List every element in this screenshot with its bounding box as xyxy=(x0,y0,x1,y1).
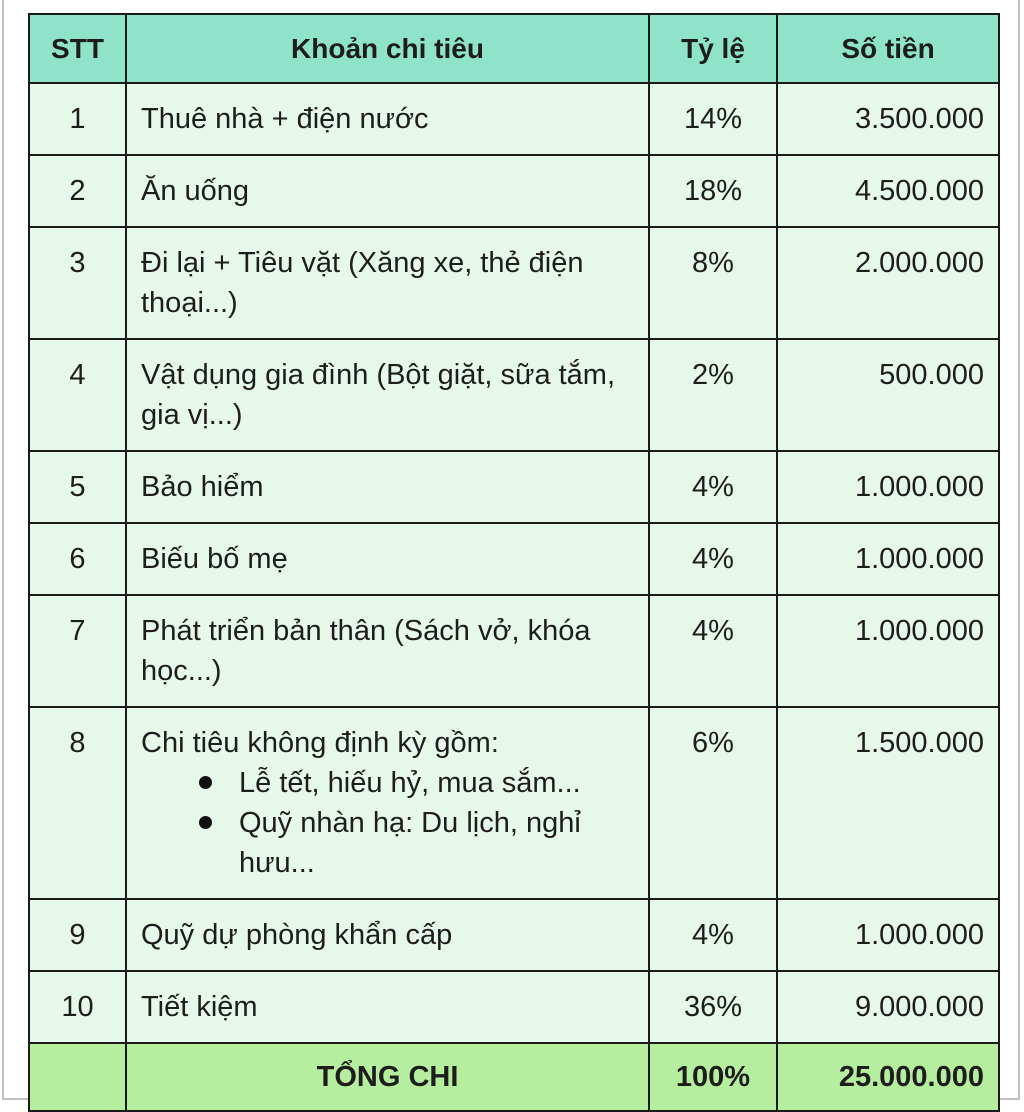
row-amount: 4.500.000 xyxy=(777,155,999,227)
row-stt: 5 xyxy=(29,451,126,523)
row-item-label: Chi tiêu không định kỳ gồm: xyxy=(141,727,499,759)
row-item xyxy=(126,451,649,523)
row-item xyxy=(126,83,649,155)
bullet-icon xyxy=(199,776,212,789)
row-pct: 6% xyxy=(649,707,777,899)
row-amount: 3.500.000 xyxy=(777,83,999,155)
row-item-label: Bảo hiểm xyxy=(141,471,264,503)
row-pct: 36% xyxy=(649,971,777,1043)
row-item-label: Biếu bố mẹ xyxy=(141,543,288,575)
row-item-label: Tiết kiệm xyxy=(141,991,258,1023)
table-row xyxy=(29,83,999,155)
table-row xyxy=(29,155,999,227)
header-amount: Số tiền xyxy=(777,14,999,83)
row-stt: 7 xyxy=(29,595,126,707)
row-stt: 3 xyxy=(29,227,126,339)
total-stt-cell xyxy=(29,1043,126,1111)
row-pct: 8% xyxy=(649,227,777,339)
row-pct: 18% xyxy=(649,155,777,227)
bullet-icon xyxy=(199,816,212,829)
row-item xyxy=(126,523,649,595)
table-row xyxy=(29,971,999,1043)
row-amount: 1.000.000 xyxy=(777,451,999,523)
table-row xyxy=(29,899,999,971)
budget-table xyxy=(28,13,1000,1112)
row-amount: 1.000.000 xyxy=(777,523,999,595)
total-amount: 25.000.000 xyxy=(777,1043,999,1111)
row-item xyxy=(126,155,649,227)
row-pct: 4% xyxy=(649,451,777,523)
header-pct: Tỷ lệ xyxy=(649,14,777,83)
header-item: Khoản chi tiêu xyxy=(126,14,649,83)
total-pct: 100% xyxy=(649,1043,777,1111)
header-row xyxy=(29,14,999,83)
table-row xyxy=(29,595,999,707)
table-row xyxy=(29,707,999,899)
row-pct: 2% xyxy=(649,339,777,451)
row-pct: 14% xyxy=(649,83,777,155)
sub-list-text: Lễ tết, hiếu hỷ, mua sắm... xyxy=(239,767,581,799)
row-pct: 4% xyxy=(649,595,777,707)
row-amount: 1.500.000 xyxy=(777,707,999,899)
total-label: TỔNG CHI xyxy=(126,1043,649,1111)
table-row xyxy=(29,523,999,595)
table-row xyxy=(29,339,999,451)
row-item-label: Thuê nhà + điện nước xyxy=(141,103,429,135)
row-stt: 9 xyxy=(29,899,126,971)
row-item xyxy=(126,899,649,971)
row-item-label: Vật dụng gia đình (Bột giặt, sữa tắm, gia vị...) xyxy=(141,359,616,431)
row-stt: 2 xyxy=(29,155,126,227)
row-pct: 4% xyxy=(649,523,777,595)
table-row xyxy=(29,451,999,523)
row-item-label: Quỹ dự phòng khẩn cấp xyxy=(141,919,453,951)
row-amount: 500.000 xyxy=(777,339,999,451)
row-stt: 10 xyxy=(29,971,126,1043)
total-row xyxy=(29,1043,999,1111)
sub-list-item xyxy=(199,763,634,803)
row-amount: 2.000.000 xyxy=(777,227,999,339)
row-pct: 4% xyxy=(649,899,777,971)
row-stt: 1 xyxy=(29,83,126,155)
row-item xyxy=(126,227,649,339)
row-item-label: Đi lại + Tiêu vặt (Xăng xe, thẻ điện thoại...) xyxy=(141,247,584,319)
sub-list-item xyxy=(199,803,634,883)
row-item xyxy=(126,339,649,451)
row-amount: 1.000.000 xyxy=(777,899,999,971)
sub-list-text: Quỹ nhàn hạ: Du lịch, nghỉ hưu... xyxy=(239,807,581,879)
row-item-label: Ăn uống xyxy=(141,175,250,207)
row-stt: 8 xyxy=(29,707,126,899)
row-stt: 4 xyxy=(29,339,126,451)
row-amount: 1.000.000 xyxy=(777,595,999,707)
row-stt: 6 xyxy=(29,523,126,595)
row-item-label: Phát triển bản thân (Sách vở, khóa học...) xyxy=(141,615,591,687)
row-item xyxy=(126,595,649,707)
row-item xyxy=(126,707,649,899)
sub-list xyxy=(141,763,634,883)
table-row xyxy=(29,227,999,339)
row-amount: 9.000.000 xyxy=(777,971,999,1043)
header-stt: STT xyxy=(29,14,126,83)
row-item xyxy=(126,971,649,1043)
